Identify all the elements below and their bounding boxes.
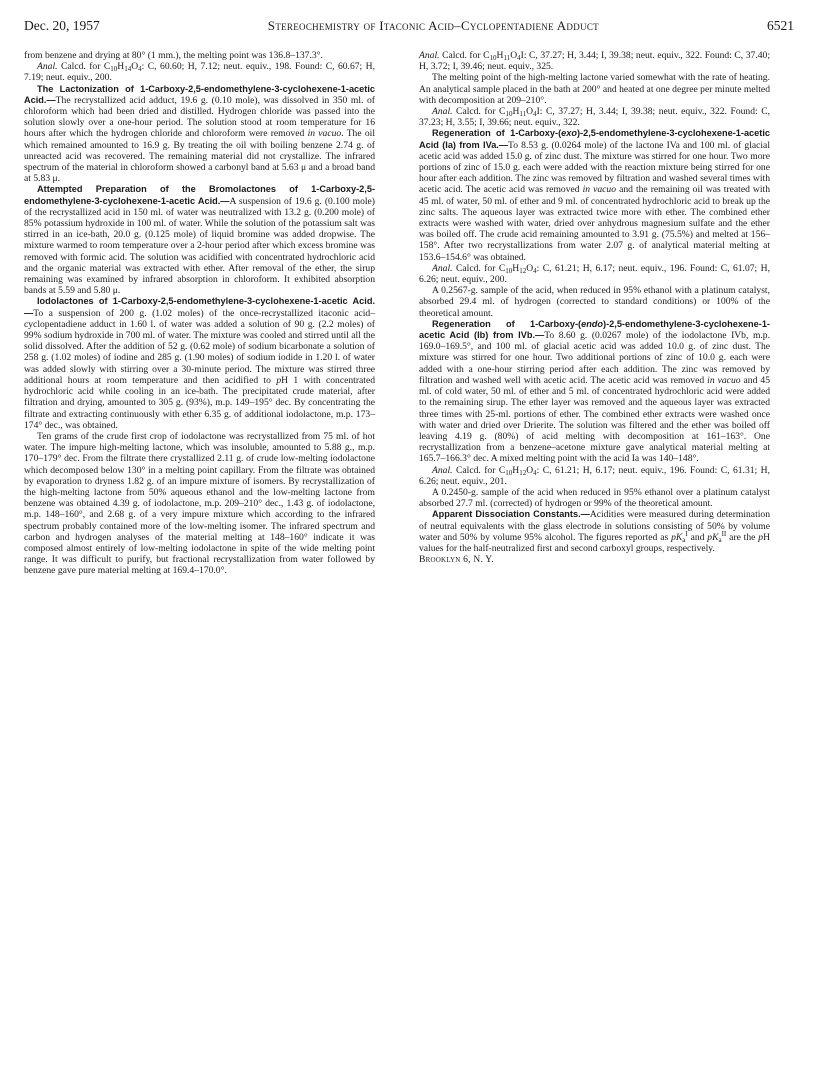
left-column-paragraph: Ten grams of the crude first crop of iodolactone was recrystallized from 75 ml. of hot water. The impure high-melting lactone, which was insoluble, amounted to 5.88 g., m.p. 170–179° dec. From the filtrate there crystallized 2.11 g. of crude low-melting iodolactone which decomposed below 130° in a melting point capillary. From the filtrate was obtained by evaporation to dryness 1.82 g. of an impure mixture of isomers. By recrystallization of the high-melting lactone from 50% aqueous ethanol and the low-melting lactone from benzene was obtained 4.39 g. of iodolactone, m.p. 209–210° dec., 1.43 g. of iodolactone, m.p. 148–160°, and 2.68 g. of a very impure mixture which according to the infrared spectrum probably contained more of the low-melting isomer. The infrared spectrum and carbon and hydrogen analyses of the material melting at 148–160° indicate it was composed almost entirely of low-melting iodolactone in spite of the wide melting point range. It was difficult to purify, but fractional recrystallization from water followed by benzene gave pure material melting at 169.4–170.0°. [24,430,375,577]
right-column-paragraph: Apparent Dissociation Constants.—Acidities were measured during determination of neutral equivalents with the glass electrode in solutions consisting of 50% by volume water and 50% by volume 95% alcohol. The figures reported as $pK_a^I$ and $pK_a^{II}$ are the pH values for the half-neutralized first and second carboxyl groups, respectively. [419,509,770,554]
header-title: Stereochemistry of Itaconic Acid–Cyclopentadiene Adduct [267,18,599,33]
header-date: Dec. 20, 1957 [24,18,100,33]
right-column-paragraph: The melting point of the high-melting lactone varied somewhat with the rate of heating. An analytical sample placed in the bath at 200° and heated at one degree per minute melted with decomposition at 209–210°. [419,72,770,106]
author-location: Brooklyn 6, N. Y. [419,554,494,566]
right-column-paragraph: Anal. Calcd. for $C_{10}H_{12}O_4$: C, 61.21; H, 6.17; neut. equiv., 196. Found: C, 61.31; H, 6.26; neut. equiv., 201. [419,464,770,487]
left-column-paragraph: Anal. Calcd. for $C_{10}H_{14}O_4$: C, 60.60; H, 7.12; neut. equiv., 198. Found: C, 60.67; H, 7.19; neut. equiv., 200. [24,61,375,84]
right-column-paragraph: Regeneration of 1-Carboxy-(exo)-2,5-endomethylene-3-cyclohexene-1-acetic Acid (Ia) from IVa.—To 8.53 g. (0.0264 mole) of the lactone IVa and 100 ml. of glacial acetic acid was added 15.0 g. of zinc dust. The mixture was stirred for one hour. Two more portions of zinc of 15.0 g. each were added with the reaction mixture being stirred for one hour after each addition. The zinc was removed by filtration and washed several times with acetic acid. The acetic acid was removed in vacuo and the remaining oil was treated with 45 ml. of water, 50 ml. of ether and 9 ml. of concentrated hydrochloric acid to break up the zinc salts. The aqueous layer was extracted twice more with ether. The combined ether extracts were washed with water, dried over anhydrous magnesium sulfate and the ether was boiled off. The crude acid remaining amounted to 3.91 g. (75.5%) and melted at 156–158°. After two recrystallizations from water 2.07 g. of analytical material melting at 153.6–154.6° was obtained. [419,128,770,263]
right-column-paragraph: Anal. Calcd. for $C_{10}H_{11}O_4I$: C, 37.27; H, 3.44; I, 39.38; neut. equiv., 322. Found: C, 37.40; H, 3.72; I, 39.46; neut. equiv., 325. [419,50,770,73]
right-column-paragraph: A 0.2450-g. sample of the acid when reduced in 95% ethanol over a platinum catalyst absorbed 27.7 ml. (corrected) of hydrogen or 99% of the theoretical amount. [419,486,770,510]
right-column-paragraph: Anal. Calcd. for $C_{10}H_{12}O_4$: C, 61.21; H, 6.17; neut. equiv., 196. Found: C, 61.07; H, 6.26; neut. equiv., 200. [419,262,770,286]
left-column-paragraph: from benzene and drying at 80° (1 mm.), the melting point was 136.8–137.3°. [24,50,323,61]
header-page-number: 6521 [767,18,794,33]
right-column-paragraph: Anal. Calcd. for $C_{10}H_{11}O_4I$: C, 37.27; H, 3.44; I, 39.38; neut. equiv., 322. Found: C, 37.23; H, 3.55; I, 39.66; neut. equiv., 322. [419,106,770,129]
right-column [419,50,770,565]
left-column-paragraph: Attempted Preparation of the Bromolactones of 1-Carboxy-2,5-endomethylene-3-cyclohexene-1-acetic Acid.—A suspension of 19.6 g. (0.100 mole) of the recrystallized acid in 150 ml. of water was neutralized with 13.2 g. (0.200 mole) of 85% potassium hydroxide in 100 ml. of water. While the solution of the potassium salt was stirred in an ice-bath, 20.0 g. (0.125 mole) of liquid bromine was added dropwise. The mixture warmed to room temperature over a 2-hour period after which excess bromine was removed with formic acid. The solution was acidified with concentrated hydrochloric acid and the organic material was extracted with ether. After removal of the ether, the sirup remaining was examined by infrared absorption in chloroform. It exhibited absorption bands at 5.59 and 5.80 μ. [24,184,375,297]
left-column-paragraph: Iodolactones of 1-Carboxy-2,5-endomethylene-3-cyclohexene-1-acetic Acid.—To a suspension of 200 g. (1.02 moles) of the once-recrystallized itaconic acid–cyclopentadiene adduct in 1.60 l. of water was added a solution of 90 g. (2.2 moles) of 99% sodium hydroxide in 700 ml. of water. The mixture was cooled and stirred until all the solid dissolved. After the addition of 52 g. (0.62 mole) of sodium bicarbonate a solution of 258 g. (1.02 moles) of iodine and 285 g. (1.90 moles) of sodium iodide in 1.20 l. of water was added slowly with stirring over a 30-minute period. The mixture was stirred three additional hours at room temperature and then acidified to pH 1 with concentrated hydrochloric acid while cooling in an ice-bath. The precipitated crude material, after filtration and drying, amounted to 305 g. (93%), m.p. 149–195° dec. By concentrating the filtrate and extracting continuously with ether 6.35 g. of additional iodolactone, m.p. 173–174° dec., was obtained. [24,296,375,431]
running-head [24,18,794,38]
left-column-paragraph: The Lactonization of 1-Carboxy-2,5-endomethylene-3-cyclohexene-1-acetic Acid.—The recrystallized acid adduct, 19.6 g. (0.10 mole), was dissolved in 350 ml. of chloroform which had been dried and distilled. Hydrogen chloride was passed into the solution slowly over a one-hour period. The solution stood at room temperature for 16 hours after which the hydrogen chloride and chloroform were removed in vacuo. The oil which remained amounted to 16.9 g. By treating the oil with boiling benzene 2.74 g. of unreacted acid was recovered. The remaining material did not crystallize. The infrared spectrum of the material in chloroform showed a carbonyl band at 5.63 μ and a broad band at 5.83 μ. [24,83,375,185]
left-column [24,50,375,577]
right-column-paragraph: Regeneration of 1-Carboxy-(endo)-2,5-endomethylene-3-cyclohexene-1-acetic Acid (Ib) from IVb.—To 8.60 g. (0.0267 mole) of the iodolactone IVb, m.p. 169.0–169.5°, and 100 ml. of glacial acetic acid was added 10.0 g. of zinc dust. The mixture was stirred for one hour. Two additional portions of zinc of 10.0 g. each were added with a one-hour stirring period after each addition. The zinc was removed by filtration and washed well with acetic acid. The acetic acid was removed in vacuo and 45 ml. of cold water, 50 ml. of ether and 5 ml. of concentrated hydrochloric acid were added to the remaining sirup. The ether layer was removed and the aqueous layer was extracted three times with 25-ml. portions of ether. The combined ether extracts were washed once with water and dried over Drierite. The solution was filtered and the ether was boiled off leaving 4.19 g. (80%) of acid melting with decomposition at 161–163°. One recrystallization from a benzene–acetone mixture gave analytical material melting at 165.7–166.3° dec. A mixed melting point with the acid Ia was 140–148°. [419,318,770,465]
right-column-paragraph: A 0.2567-g. sample of the acid, when reduced in 95% ethanol with a platinum catalyst, absorbed 29.4 ml. of hydrogen (corrected to standard conditions) or 100% of the theoretical amount. [419,285,770,319]
